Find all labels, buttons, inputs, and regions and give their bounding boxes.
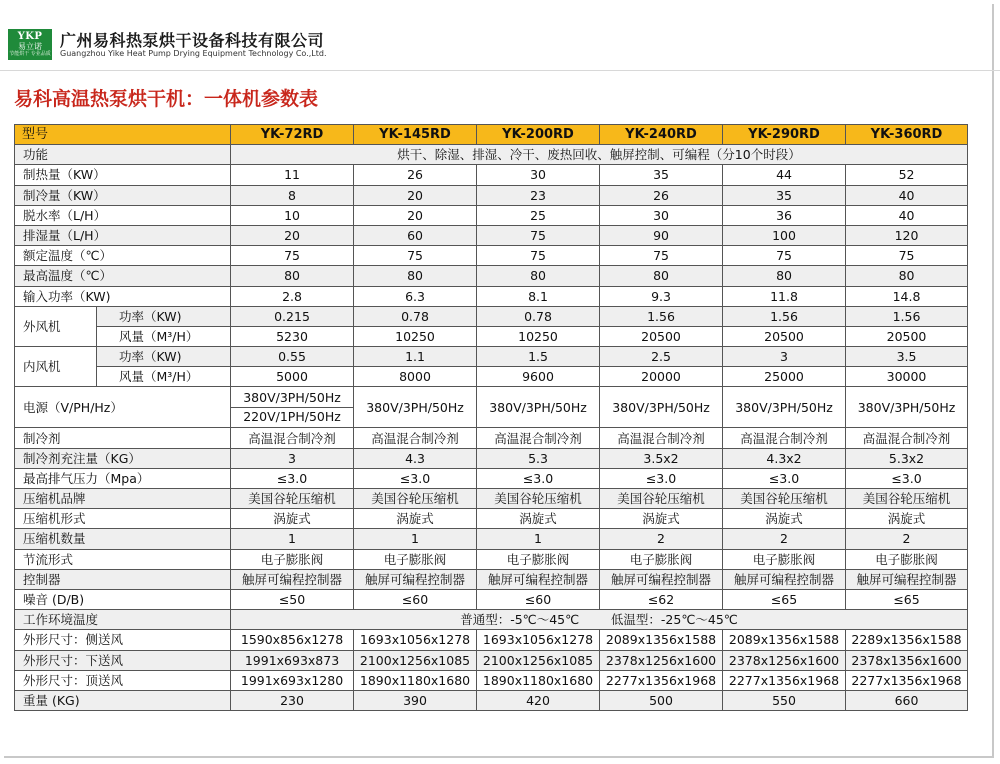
table-cell: 44 — [723, 165, 846, 185]
table-row — [15, 589, 968, 609]
table-cell: 涡旋式 — [723, 509, 846, 529]
row-label: 工作环境温度 — [15, 610, 231, 630]
table-cell: 5.3x2 — [846, 448, 968, 468]
table-header-row — [15, 125, 968, 145]
table-cell: 触屏可编程控制器 — [231, 569, 354, 589]
table-cell: 电子膨胀阀 — [846, 549, 968, 569]
table-cell: 30 — [477, 165, 600, 185]
table-cell: 美国谷轮压缩机 — [354, 489, 477, 509]
table-cell: 23 — [477, 185, 600, 205]
table-row — [15, 286, 968, 306]
table-cell: 20 — [231, 225, 354, 245]
table-row — [15, 489, 968, 509]
table-cell: 触屏可编程控制器 — [723, 569, 846, 589]
table-cell: 30 — [600, 205, 723, 225]
row-label: 脱水率（L/H） — [15, 205, 231, 225]
table-cell: 6.3 — [354, 286, 477, 306]
table-cell: 1693x1056x1278 — [354, 630, 477, 650]
table-row — [15, 306, 968, 326]
table-row — [15, 185, 968, 205]
table-cell: 2378x1256x1600 — [600, 650, 723, 670]
table-cell: 2089x1356x1588 — [600, 630, 723, 650]
table-cell: ≤60 — [477, 589, 600, 609]
table-cell: 2.8 — [231, 286, 354, 306]
table-cell: 2 — [723, 529, 846, 549]
table-cell: 5.3 — [477, 448, 600, 468]
table-cell: 2277x1356x1968 — [846, 670, 968, 690]
table-cell: ≤60 — [354, 589, 477, 609]
table-cell: 2 — [600, 529, 723, 549]
row-label: 重量 (KG) — [15, 690, 231, 710]
table-cell: 20 — [354, 185, 477, 205]
logo-cn: 易立诺 — [18, 42, 42, 51]
table-row — [15, 509, 968, 529]
table-cell: 2 — [846, 529, 968, 549]
row-label: 功能 — [15, 145, 231, 165]
row-label: 外形尺寸：侧送风 — [15, 630, 231, 650]
table-cell: 35 — [600, 165, 723, 185]
table-cell: 1590x856x1278 — [231, 630, 354, 650]
table-cell: 26 — [354, 165, 477, 185]
row-label: 压缩机形式 — [15, 509, 231, 529]
header-cell: YK-240RD — [600, 125, 723, 145]
table-cell: 1.56 — [600, 306, 723, 326]
table-cell: 涡旋式 — [477, 509, 600, 529]
table-cell: 90 — [600, 225, 723, 245]
table-cell: 75 — [231, 246, 354, 266]
power-supply-cell — [231, 387, 354, 428]
table-cell: 1.56 — [723, 306, 846, 326]
table-cell: 500 — [600, 690, 723, 710]
table-cell: 电子膨胀阀 — [723, 549, 846, 569]
table-row — [15, 205, 968, 225]
table-cell: 5230 — [231, 326, 354, 346]
table-cell: 1.56 — [846, 306, 968, 326]
table-cell: 1.1 — [354, 347, 477, 367]
table-cell: 75 — [354, 246, 477, 266]
table-cell: 9600 — [477, 367, 600, 387]
table-row — [15, 246, 968, 266]
table-cell: 3.5 — [846, 347, 968, 367]
table-cell: 美国谷轮压缩机 — [723, 489, 846, 509]
table-cell: 60 — [354, 225, 477, 245]
table-cell: 11 — [231, 165, 354, 185]
table-cell: 2289x1356x1588 — [846, 630, 968, 650]
header-cell: YK-145RD — [354, 125, 477, 145]
table-cell: 电子膨胀阀 — [600, 549, 723, 569]
table-row — [15, 145, 968, 165]
company-logo — [8, 29, 52, 60]
table-cell: 2089x1356x1588 — [723, 630, 846, 650]
table-cell: 高温混合制冷剂 — [846, 428, 968, 448]
table-cell: 2378x1256x1600 — [723, 650, 846, 670]
table-cell: 380V/3PH/50Hz — [846, 387, 968, 428]
table-cell: 420 — [477, 690, 600, 710]
table-cell: 3.5x2 — [600, 448, 723, 468]
header-cell: YK-72RD — [231, 125, 354, 145]
table-cell: 75 — [477, 225, 600, 245]
table-cell: 电子膨胀阀 — [231, 549, 354, 569]
table-cell: 40 — [846, 205, 968, 225]
table-cell: 2277x1356x1968 — [723, 670, 846, 690]
table-cell: 高温混合制冷剂 — [723, 428, 846, 448]
table-cell: 4.3 — [354, 448, 477, 468]
fan-group-label: 内风机 — [15, 347, 97, 387]
table-cell: 80 — [231, 266, 354, 286]
row-label: 节流形式 — [15, 549, 231, 569]
power-supply-option: 380V/3PH/50Hz — [231, 389, 353, 408]
table-row — [15, 670, 968, 690]
table-cell: 80 — [477, 266, 600, 286]
table-cell: 380V/3PH/50Hz — [723, 387, 846, 428]
table-cell: 80 — [723, 266, 846, 286]
row-label: 压缩机数量 — [15, 529, 231, 549]
table-cell: 80 — [354, 266, 477, 286]
table-cell: 8 — [231, 185, 354, 205]
header-cell: YK-200RD — [477, 125, 600, 145]
header-cell: YK-360RD — [846, 125, 968, 145]
page-title: 易科高温热泵烘干机：一体机参数表 — [14, 88, 319, 110]
table-cell: 230 — [231, 690, 354, 710]
table-cell: 0.55 — [231, 347, 354, 367]
table-cell: 1.5 — [477, 347, 600, 367]
table-cell: 20000 — [600, 367, 723, 387]
table-cell: 8000 — [354, 367, 477, 387]
table-cell: 1890x1180x1680 — [354, 670, 477, 690]
table-cell: 美国谷轮压缩机 — [600, 489, 723, 509]
table-cell: 1991x693x873 — [231, 650, 354, 670]
sub-label: 功率（KW) — [97, 347, 231, 367]
table-cell: 52 — [846, 165, 968, 185]
table-cell: ≤3.0 — [477, 468, 600, 488]
row-label: 外形尺寸：顶送风 — [15, 670, 231, 690]
row-label: 排湿量（L/H） — [15, 225, 231, 245]
table-cell: 36 — [723, 205, 846, 225]
table-cell: 1 — [477, 529, 600, 549]
table-cell: 10250 — [477, 326, 600, 346]
table-row — [15, 529, 968, 549]
function-value: 烘干、除湿、排湿、冷干、废热回收、触屏控制、可编程（分10个时段） — [231, 145, 968, 165]
table-cell: 75 — [477, 246, 600, 266]
table-row — [15, 610, 968, 630]
table-row — [15, 165, 968, 185]
row-label: 压缩机品牌 — [15, 489, 231, 509]
sub-label: 风量（M³/H） — [97, 367, 231, 387]
table-row — [15, 225, 968, 245]
table-cell: 触屏可编程控制器 — [600, 569, 723, 589]
table-cell: 380V/3PH/50Hz — [477, 387, 600, 428]
table-cell: 30000 — [846, 367, 968, 387]
table-cell: 10250 — [354, 326, 477, 346]
table-cell: 美国谷轮压缩机 — [477, 489, 600, 509]
table-cell: 涡旋式 — [600, 509, 723, 529]
table-cell: 20500 — [723, 326, 846, 346]
sub-label: 功率（KW) — [97, 306, 231, 326]
row-label: 外形尺寸：下送风 — [15, 650, 231, 670]
table-cell: 1991x693x1280 — [231, 670, 354, 690]
table-cell: 10 — [231, 205, 354, 225]
table-cell: 80 — [846, 266, 968, 286]
table-cell: 25000 — [723, 367, 846, 387]
table-cell: 美国谷轮压缩机 — [846, 489, 968, 509]
table-row — [15, 650, 968, 670]
table-cell: ≤62 — [600, 589, 723, 609]
table-cell: 触屏可编程控制器 — [846, 569, 968, 589]
row-label: 制冷剂 — [15, 428, 231, 448]
table-cell: 550 — [723, 690, 846, 710]
table-row — [15, 387, 968, 428]
table-cell: 120 — [846, 225, 968, 245]
table-cell: ≤50 — [231, 589, 354, 609]
table-cell: 11.8 — [723, 286, 846, 306]
logo-text: YKP — [17, 31, 43, 42]
table-cell: 2378x1356x1600 — [846, 650, 968, 670]
table-cell: 14.8 — [846, 286, 968, 306]
table-row — [15, 468, 968, 488]
table-cell: 20500 — [846, 326, 968, 346]
row-label: 输入功率（KW) — [15, 286, 231, 306]
power-supply-option: 220V/1PH/50Hz — [243, 408, 341, 424]
table-cell: ≤65 — [846, 589, 968, 609]
row-label: 制冷剂充注量（KG） — [15, 448, 231, 468]
row-label: 最高排气压力（Mpa） — [15, 468, 231, 488]
table-cell: 8.1 — [477, 286, 600, 306]
table-cell: 660 — [846, 690, 968, 710]
table-cell: 2100x1256x1085 — [477, 650, 600, 670]
table-cell: 390 — [354, 690, 477, 710]
spec-table — [14, 124, 968, 711]
table-cell: 3 — [231, 448, 354, 468]
table-cell: 2277x1356x1968 — [600, 670, 723, 690]
table-cell: 0.215 — [231, 306, 354, 326]
table-row — [15, 428, 968, 448]
table-cell: ≤3.0 — [846, 468, 968, 488]
table-cell: 1 — [354, 529, 477, 549]
table-cell: 3 — [723, 347, 846, 367]
table-row — [15, 549, 968, 569]
table-row — [15, 569, 968, 589]
table-cell: ≤3.0 — [600, 468, 723, 488]
table-cell: 9.3 — [600, 286, 723, 306]
header-divider — [0, 70, 1000, 71]
row-label: 控制器 — [15, 569, 231, 589]
table-cell: 75 — [600, 246, 723, 266]
table-cell: 0.78 — [354, 306, 477, 326]
table-cell: 1 — [231, 529, 354, 549]
table-cell: 380V/3PH/50Hz — [600, 387, 723, 428]
table-cell: 1693x1056x1278 — [477, 630, 600, 650]
table-cell: 20 — [354, 205, 477, 225]
table-cell: ≤3.0 — [723, 468, 846, 488]
table-cell: 涡旋式 — [354, 509, 477, 529]
table-cell: 380V/3PH/50Hz — [354, 387, 477, 428]
table-cell: ≤65 — [723, 589, 846, 609]
table-row — [15, 448, 968, 468]
table-cell: 100 — [723, 225, 846, 245]
table-cell: 20500 — [600, 326, 723, 346]
table-row — [15, 367, 968, 387]
table-row — [15, 326, 968, 346]
table-cell: 5000 — [231, 367, 354, 387]
table-cell: 高温混合制冷剂 — [231, 428, 354, 448]
sub-label: 风量（M³/H） — [97, 326, 231, 346]
row-label: 额定温度（℃） — [15, 246, 231, 266]
table-cell: 80 — [600, 266, 723, 286]
logo-slogan: 节能烘干 专业品质 — [9, 51, 51, 57]
table-cell: 高温混合制冷剂 — [354, 428, 477, 448]
table-cell: 触屏可编程控制器 — [354, 569, 477, 589]
row-label: 制热量（KW） — [15, 165, 231, 185]
company-name-cn: 广州易科热泵烘干设备科技有限公司 — [60, 31, 325, 50]
table-cell: ≤3.0 — [354, 468, 477, 488]
row-label: 噪音 (D/B) — [15, 589, 231, 609]
table-cell: 1890x1180x1680 — [477, 670, 600, 690]
table-cell: 高温混合制冷剂 — [477, 428, 600, 448]
table-cell: 2.5 — [600, 347, 723, 367]
row-label: 电源（V/PH/Hz） — [15, 387, 231, 428]
table-cell: ≤3.0 — [231, 468, 354, 488]
table-cell: 40 — [846, 185, 968, 205]
row-label: 制冷量（KW） — [15, 185, 231, 205]
header-cell: 型号 — [15, 125, 231, 145]
table-cell: 高温混合制冷剂 — [600, 428, 723, 448]
table-row — [15, 347, 968, 367]
table-cell: 35 — [723, 185, 846, 205]
table-cell: 75 — [846, 246, 968, 266]
table-cell: 电子膨胀阀 — [477, 549, 600, 569]
table-row — [15, 266, 968, 286]
table-cell: 4.3x2 — [723, 448, 846, 468]
table-cell: 0.78 — [477, 306, 600, 326]
table-cell: 75 — [723, 246, 846, 266]
table-cell: 25 — [477, 205, 600, 225]
table-cell: 2100x1256x1085 — [354, 650, 477, 670]
table-cell: 电子膨胀阀 — [354, 549, 477, 569]
table-cell: 涡旋式 — [846, 509, 968, 529]
fan-group-label: 外风机 — [15, 306, 97, 346]
table-cell: 26 — [600, 185, 723, 205]
header-cell: YK-290RD — [723, 125, 846, 145]
table-row — [15, 630, 968, 650]
company-name-en: Guangzhou Yike Heat Pump Drying Equipment Technology Co.,Ltd. — [60, 49, 327, 58]
row-label: 最高温度（℃） — [15, 266, 231, 286]
table-cell: 涡旋式 — [231, 509, 354, 529]
env-value: 普通型：-5℃～45℃ 低温型：-25℃～45℃ — [231, 610, 968, 630]
table-cell: 触屏可编程控制器 — [477, 569, 600, 589]
table-cell: 美国谷轮压缩机 — [231, 489, 354, 509]
table-row — [15, 690, 968, 710]
